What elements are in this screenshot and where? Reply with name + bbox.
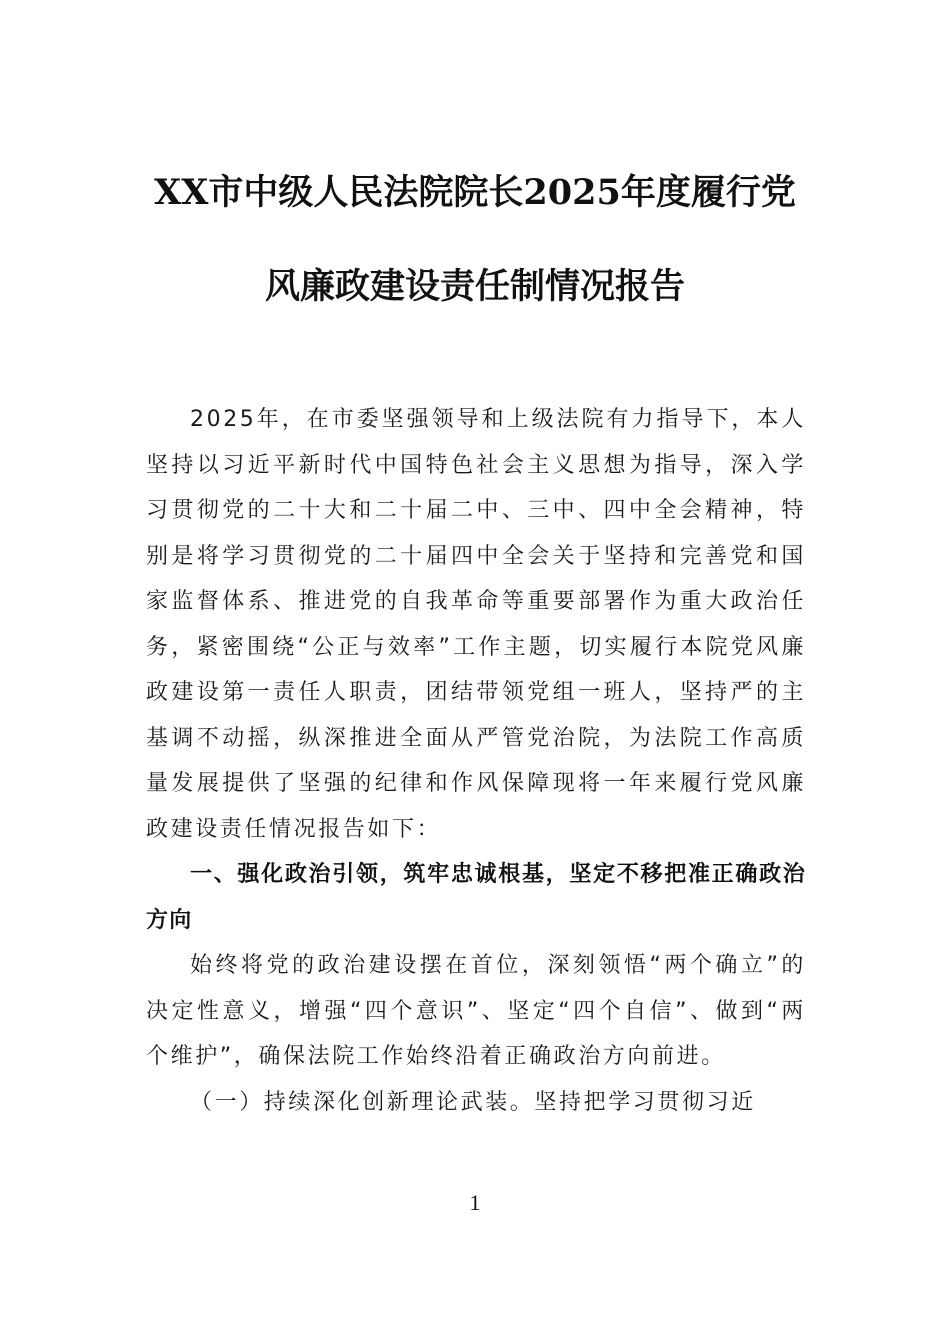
subsection-1-paragraph: （一）持续深化创新理论武装。坚持把学习贯彻习近: [190, 1089, 756, 1115]
page-number: 1: [469, 1190, 481, 1215]
document-title-line-1: XX市中级人民法院院长2025年度履行党: [154, 172, 796, 213]
intro-paragraph: 2025年，在市委坚强领导和上级法院有力指导下，本人坚持以习近平新时代中国特色社会主义思想为指导，深入学习贯彻党的二十大和二十届二中、三中、四中全会精神，特别是将学习贯彻党的二十届四中全会关于坚持和完善党和国家监督体系、推进党的自我革命等重要部署作为重大政治任务，紧密围绕“公正与效率”工作主题，切实履行本院党风廉政建设第一责任人职责，团结带领党组一班人，坚持严的主基调不动摇，纵深推进全面从严管党治院，为法院工作高质量发展提供了坚强的纪律和作风保障现将一年来履行党风廉政建设责任情况报告如下：: [146, 407, 806, 842]
section-1-paragraph: 始终将党的政治建设摆在首位，深刻领悟“两个确立”的决定性意义，增强“四个意识”、坚定“四个自信”、做到“两个维护”，确保法院工作始终沿着正确政治方向前进。: [146, 953, 806, 1069]
section-heading-1: 一、强化政治引领，筑牢忠诚根基，坚定不移把准正确政治方向: [146, 862, 806, 933]
document-title-line-2: 风廉政建设责任制情况报告: [264, 266, 685, 307]
document-body: [146, 397, 806, 1125]
